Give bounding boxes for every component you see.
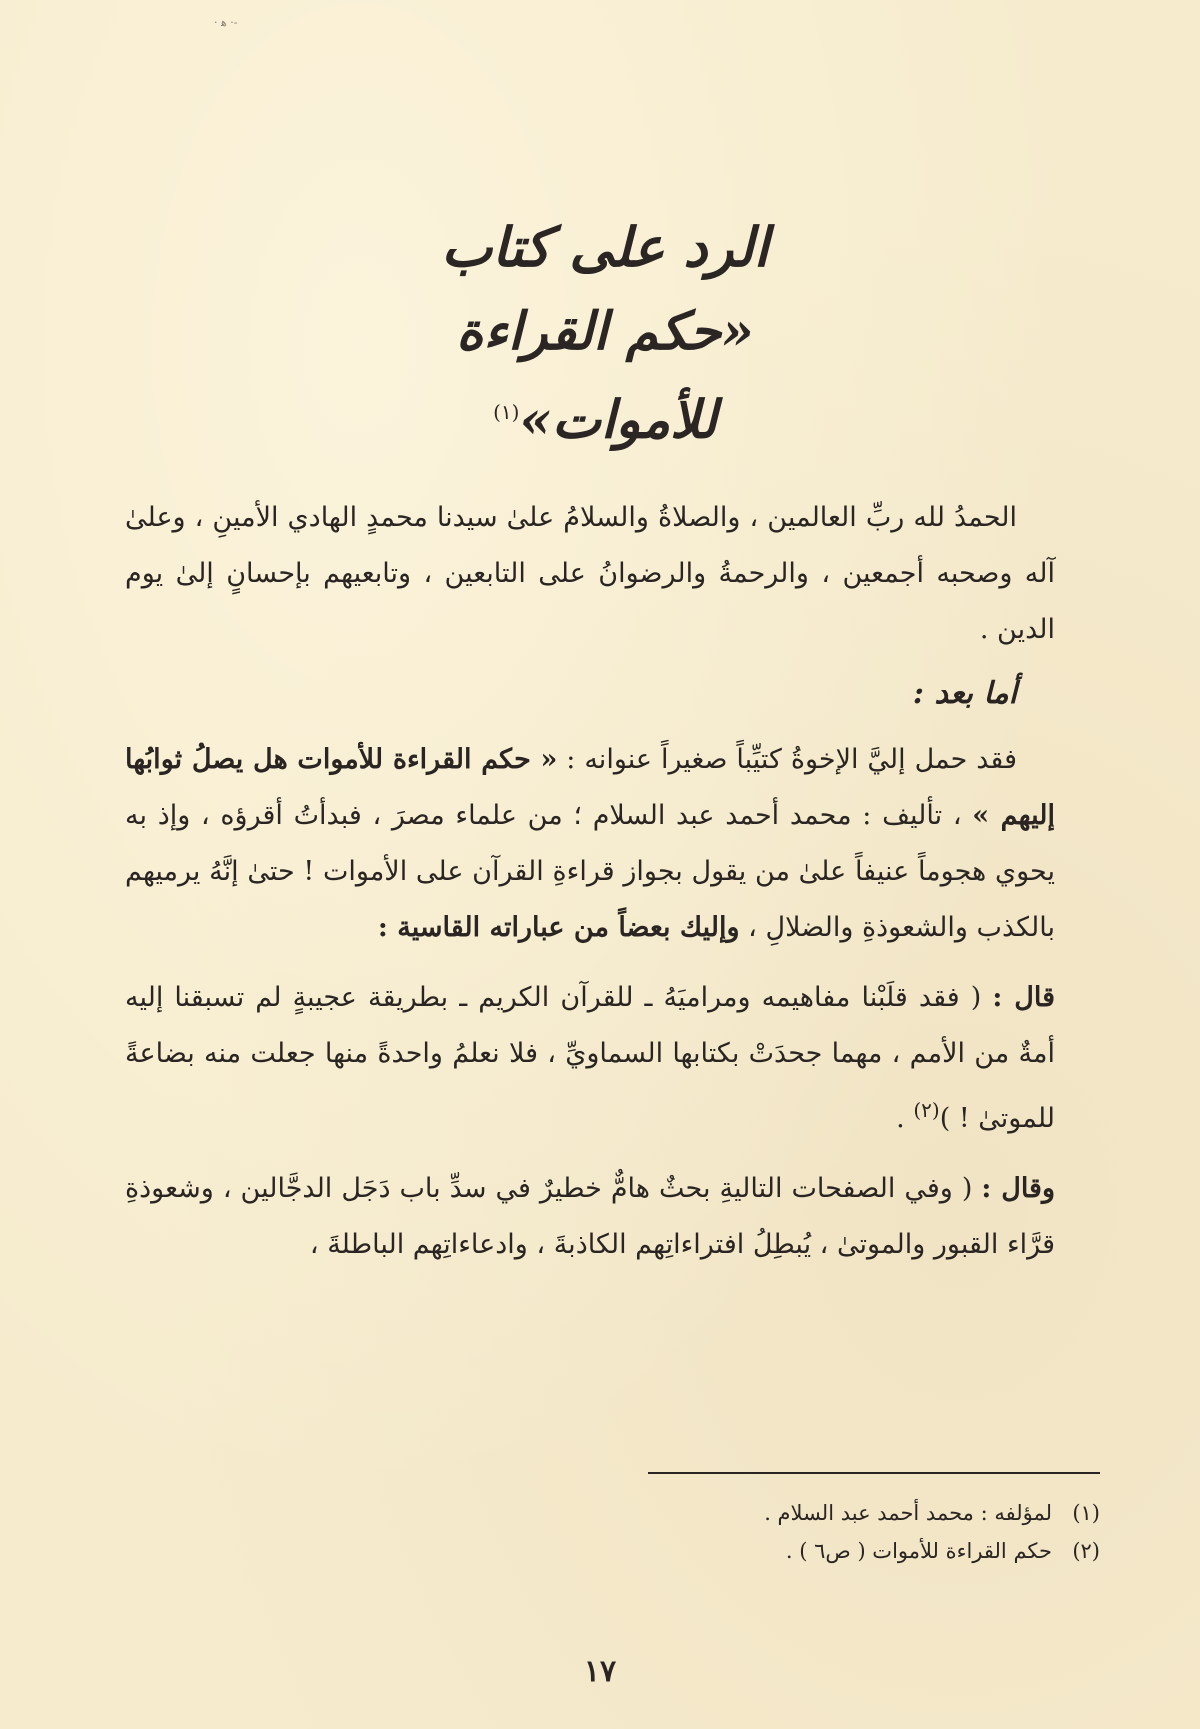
- quote-text: ( وفي الصفحات التاليةِ بحثٌ هامٌّ خطيرٌ في سدِّ باب دَجَل الدجَّالين ، وشعوذةِ قرَّاء القبور والموتىٰ ، يُبطِلُ افتراءاتِهم الكاذبةَ ، وادعاءاتِهم الباطلةَ ،: [125, 1173, 1055, 1260]
- quoted-book-title: « حكم القراءة للأموات هل يصلُ ثوابُها إليهم »: [125, 744, 1055, 831]
- paragraph-text: فقد حمل إليَّ الإخوةُ كتيِّباً صغيراً عنوانه :: [557, 744, 1017, 775]
- footnote-text: لمؤلفه : محمد أحمد عبد السلام .: [764, 1501, 1052, 1525]
- footnote-2: [600, 1532, 1100, 1570]
- footnotes: [600, 1494, 1100, 1570]
- book-description-paragraph: [125, 732, 1055, 956]
- chapter-title-line1: الرد على كتاب: [441, 215, 769, 279]
- quote-text: ( فقد قلَبْنا مفاهيمه ومراميَهُ ـ للقرآن الكريم ـ بطريقة عجيبةٍ لم تسبقنا إليه أمةٌ من الأمم ، مهما جحدَتْ بكتابها السماويِّ ، فلا نعلمُ واحدةً منها جعلت منه بضاعةً للموتىٰ ! ): [125, 982, 1055, 1134]
- quote-paragraph-2: [125, 1161, 1055, 1273]
- section-label-amma-baad: أما بعد :: [912, 676, 1017, 711]
- spacer: [125, 1147, 1055, 1161]
- footnote-1: [600, 1494, 1100, 1532]
- footnote-text: حكم القراءة للأموات ( ص٦ ) .: [785, 1539, 1052, 1563]
- opening-praise-paragraph: الحمدُ لله ربِّ العالمين ، والصلاةُ والسلامُ علىٰ سيدنا محمدٍ الهادي الأمينِ ، وعلىٰ آله وصحبه أجمعين ، والرحمةُ والرضوانُ على التابعين ، وتابعيهم بإحسانٍ إلىٰ يوم الدين .: [125, 502, 1055, 645]
- quote-end: .: [896, 1103, 914, 1134]
- page-number: ١٧: [583, 1654, 617, 1689]
- top-print-mark: · ﻫ ·-: [214, 16, 238, 29]
- chapter-title-book-name: «حكم القراءة للأموات»: [456, 301, 754, 451]
- footnote-ref-2[interactable]: (٢): [913, 1098, 940, 1122]
- chapter-title: [380, 200, 830, 460]
- footnote-number: (٢): [1072, 1539, 1100, 1563]
- paragraph-bold-text: وإليك بعضاً من عباراته القاسية :: [377, 912, 740, 943]
- footnote-ref-1[interactable]: (١): [493, 400, 520, 424]
- footnote-number: (١): [1072, 1501, 1100, 1525]
- quote-label: قال :: [992, 982, 1055, 1013]
- quote-paragraph-1: [125, 970, 1055, 1147]
- spacer: [125, 956, 1055, 970]
- paragraph-text: ، تأليف : محمد أحمد عبد السلام ؛ من علماء مصرَ ، فبدأتُ أقرؤه ، وإذ به يحوي هجوماً عنيفاً علىٰ من يقول بجواز قراءةِ القرآن على الأموات ! حتىٰ إنَّهُ يرميهم بالكذب والشعوذةِ والضلالِ ،: [125, 800, 1055, 943]
- body-text: [125, 490, 1055, 1273]
- footnote-divider: [648, 1472, 1100, 1474]
- chapter-title-line2: [380, 292, 830, 460]
- quote-label: وقال :: [981, 1173, 1055, 1204]
